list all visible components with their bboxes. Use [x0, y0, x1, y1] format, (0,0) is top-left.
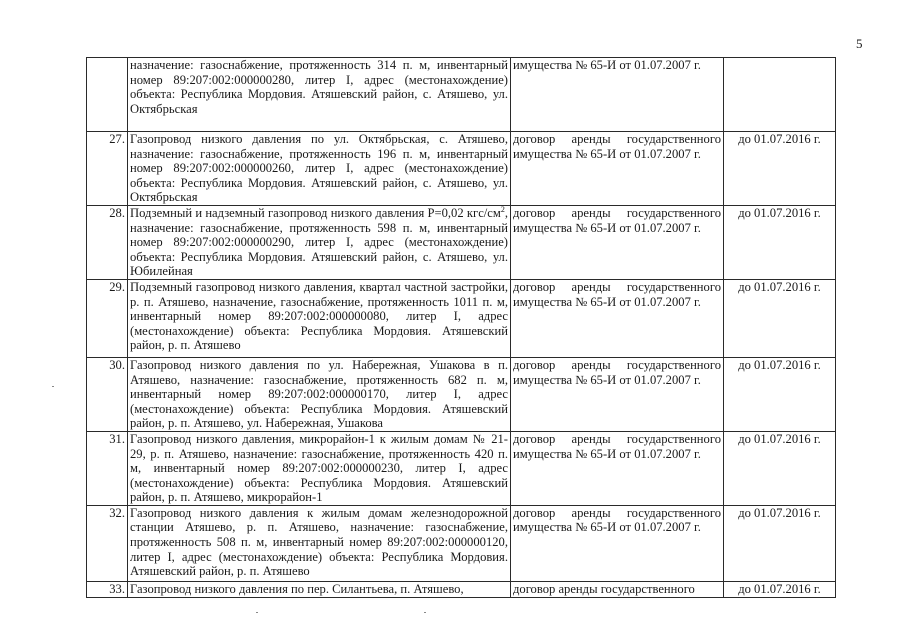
- table-row: [87, 505, 836, 581]
- object-description: назначение: газоснабжение, протяженность 314 п. м, инвентарный номер 89:207:002:000000280, литер I, адрес (местонахождение) объекта: Республика Мордовия. Атяшевский район, с. Атяшево, ул. Октябрьская: [128, 58, 511, 132]
- scan-speck: [52, 386, 54, 387]
- description-text: , назначение: газоснабжение, протяженность 598 п. м, инвентарный номер 89:207:002:000000290, литер I, адрес (местонахождение) объекта: Республика Мордовия. Атяшевский район, с. Атяшево, ул. Юбилейная: [130, 205, 508, 279]
- description-text: Подземный и надземный газопровод низкого давления Р=0,02 кгс/см: [130, 205, 501, 220]
- lease-term: до 01.07.2016 г.: [724, 132, 836, 206]
- row-number: 33.: [87, 581, 128, 597]
- lease-agreement: имущества № 65-И от 01.07.2007 г.: [511, 58, 724, 132]
- object-description: [128, 205, 511, 279]
- object-description: Газопровод низкого давления к жилым домам железнодорожной станции Атяшево, р. п. Атяшево, назначение: газоснабжение, протяженность 508 п. м, инвентарный номер 89:207:002:000000120, литер I, адрес (местонахождение) объекта: Республика Мордовия. Атяшевский район, р. п. Атяшево: [128, 505, 511, 581]
- lease-term: до 01.07.2016 г.: [724, 581, 836, 597]
- lease-agreement: договор аренды государственного имущества № 65-И от 01.07.2007 г.: [511, 279, 724, 357]
- object-description: Подземный газопровод низкого давления, квартал частной застройки, р. п. Атяшево, назначение, газоснабжение, протяженность 1011 п. м, инвентарный номер 89:207:002:000000080, литер I, адрес (местонахождение) объекта: Республика Мордовия. Атяшевский район, р. п. Атяшево: [128, 279, 511, 357]
- table-row: [87, 58, 836, 132]
- row-number: 28.: [87, 205, 128, 279]
- lease-term: [724, 58, 836, 132]
- object-description: Газопровод низкого давления по ул. Набережная, Ушакова в п. Атяшево, назначение: газоснабжение, протяженность 682 п. м, инвентарный номер 89:207:002:000000170, литер I, адрес (местонахождение) объекта: Республика Мордовия. Атяшевский район, р. п. Атяшево, ул. Набережная, Ушакова: [128, 357, 511, 431]
- object-description: Газопровод низкого давления, микрорайон-1 к жилым домам № 21-29, р. п. Атяшево, назначение: газоснабжение, протяженность 420 п. м, инвентарный номер 89:207:002:000000230, литер I, адрес (местонахождение) объекта: Республика Мордовия. Атяшевский район, р. п. Атяшево, микрорайон-1: [128, 431, 511, 505]
- row-number: 27.: [87, 132, 128, 206]
- lease-term: до 01.07.2016 г.: [724, 279, 836, 357]
- row-number: 31.: [87, 431, 128, 505]
- lease-term: до 01.07.2016 г.: [724, 505, 836, 581]
- lease-agreement: договор аренды государственного имущества № 65-И от 01.07.2007 г.: [511, 357, 724, 431]
- lease-agreement: договор аренды государственного имущества № 65-И от 01.07.2007 г.: [511, 205, 724, 279]
- lease-agreement: договор аренды государственного имущества № 65-И от 01.07.2007 г.: [511, 431, 724, 505]
- lease-agreement: договор аренды государственного: [511, 581, 724, 597]
- table-row: [87, 431, 836, 505]
- object-description: Газопровод низкого давления по пер. Силантьева, п. Атяшево,: [128, 581, 511, 597]
- table-row: [87, 357, 836, 431]
- scan-speck: [256, 612, 258, 613]
- lease-term: до 01.07.2016 г.: [724, 205, 836, 279]
- table-row: [87, 279, 836, 357]
- table-row: [87, 205, 836, 279]
- row-number: [87, 58, 128, 132]
- lease-agreement: договор аренды государственного имущества № 65-И от 01.07.2007 г.: [511, 132, 724, 206]
- lease-term: до 01.07.2016 г.: [724, 357, 836, 431]
- lease-term: до 01.07.2016 г.: [724, 431, 836, 505]
- table-row: [87, 132, 836, 206]
- property-table: [86, 57, 836, 598]
- table-row: [87, 581, 836, 597]
- object-description: Газопровод низкого давления по ул. Октябрьская, с. Атяшево, назначение: газоснабжение, протяженность 196 п. м, инвентарный номер 89:207:002:000000260, литер I, адрес (местонахождение) объекта: Республика Мордовия. Атяшевский район, с. Атяшево, ул. Октябрьская: [128, 132, 511, 206]
- lease-agreement: договор аренды государственного имущества № 65-И от 01.07.2007 г.: [511, 505, 724, 581]
- scan-speck: [424, 612, 426, 613]
- row-number: 30.: [87, 357, 128, 431]
- row-number: 29.: [87, 279, 128, 357]
- superscript: 2: [500, 204, 505, 214]
- page-number: 5: [856, 36, 863, 51]
- row-number: 32.: [87, 505, 128, 581]
